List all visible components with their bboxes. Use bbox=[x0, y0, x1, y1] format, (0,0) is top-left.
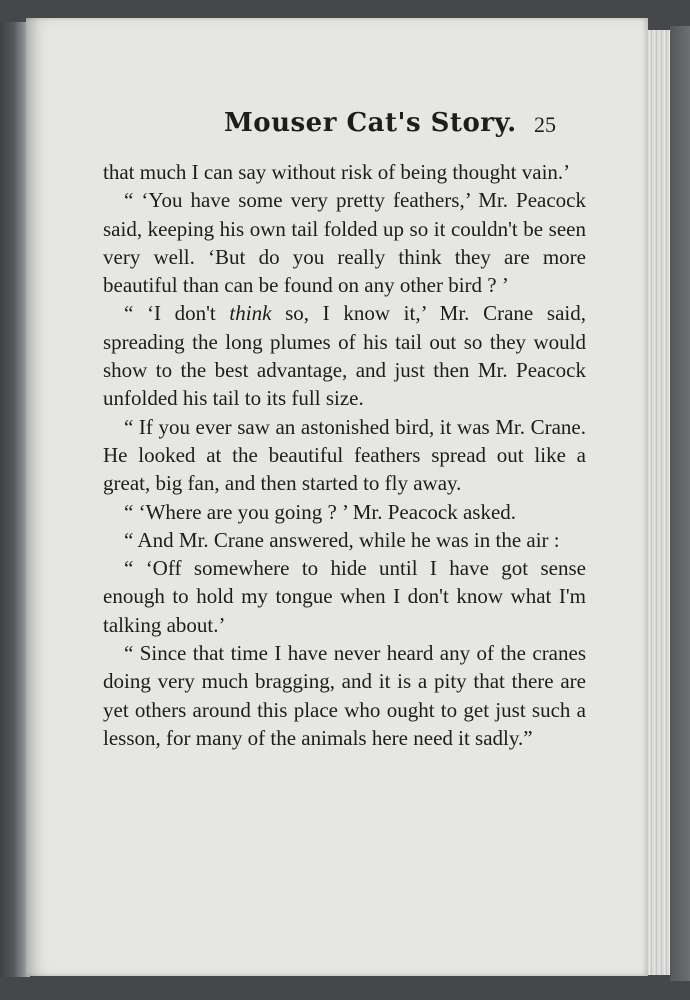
paragraph bbox=[103, 299, 586, 412]
paragraph: “ ‘Off somewhere to hide until I have got sense enough to hold my tongue when I don't know what I'm talking about.’ bbox=[103, 556, 586, 637]
book-cover-right bbox=[670, 26, 690, 981]
book-page bbox=[26, 18, 648, 976]
running-head-title: Mouser Cat's Story. bbox=[224, 108, 517, 138]
running-head bbox=[26, 108, 648, 148]
page-edges bbox=[648, 30, 670, 975]
paragraph: “ Since that time I have never heard any of the cranes doing very much bragging, and it is a pity that there are yet others around this place who ought to get just such a lesson, for many of the animals here need it sadly.” bbox=[103, 641, 586, 750]
paragraph: “ If you ever saw an astonished bird, it was Mr. Crane. He looked at the beautiful feathers spread out like a great, big fan, and then started to fly away. bbox=[103, 414, 586, 496]
paragraph: “ ‘You have some very pretty feathers,’ Mr. Peacock said, keeping his own tail folded up so it couldn't be seen very well. ‘But do you really think they are more beautiful than can be found on any other bird ? ’ bbox=[103, 188, 586, 298]
paragraph: that much I can say without risk of being thought vain.’ bbox=[103, 160, 571, 184]
paragraph: “ And Mr. Crane answered, while he was in the air : bbox=[124, 527, 560, 552]
paragraph-text: so, I know it,’ Mr. Crane said, spreading the long plumes of his tail out so they would show to the best advantage, and just then Mr. Peacock unfolded his tail to its full size. bbox=[103, 301, 586, 411]
paragraph: “ ‘Where are you going ? ’ Mr. Peacock asked. bbox=[124, 499, 517, 524]
body-text bbox=[103, 158, 586, 752]
paragraph-text: “ ‘I don't bbox=[124, 301, 230, 326]
emphasized-word: think bbox=[229, 301, 272, 326]
page-number: 25 bbox=[534, 112, 556, 137]
